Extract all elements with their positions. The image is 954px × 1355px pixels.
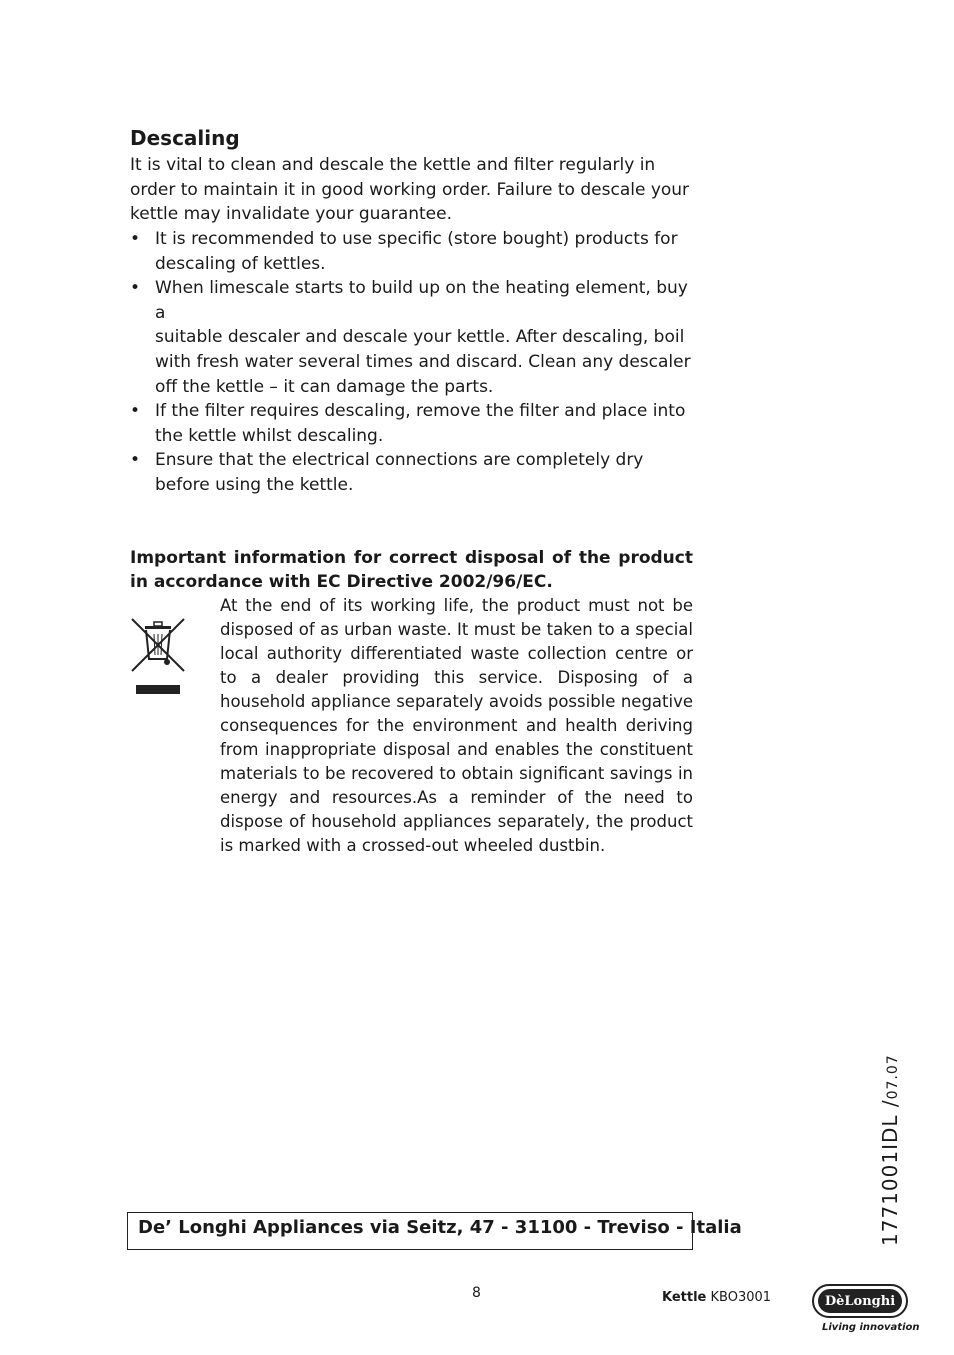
descaling-heading: Descaling <box>130 126 240 150</box>
product-label: Kettle <box>662 1290 707 1305</box>
bullet-item <box>130 399 695 448</box>
disposal-heading <box>130 546 693 594</box>
disposal-heading-line: in accordance with EC Directive 2002/96/EC. <box>130 572 553 592</box>
address-box: De’ Longhi Appliances via Seitz, 47 - 31100 - Treviso - Italia <box>127 1212 693 1250</box>
bullet-line: Ensure that the electrical connections are completely dry <box>155 450 644 471</box>
descaling-intro <box>130 153 695 227</box>
page-number: 8 <box>472 1285 481 1301</box>
bullet-icon: • <box>130 450 141 471</box>
bullet-item <box>130 448 695 497</box>
document-code-date: 07.07 <box>885 1054 901 1100</box>
logo-tagline: Living innovation <box>822 1322 920 1333</box>
document-code-number: 1771001IDL / <box>878 1099 902 1246</box>
disposal-heading-line: Important information for correct disposal of the product <box>130 548 693 568</box>
intro-line: kettle may invalidate your guarantee. <box>130 204 452 225</box>
product-line <box>662 1290 771 1305</box>
intro-line: It is vital to clean and descale the kettle and filter regularly in <box>130 155 656 175</box>
bullet-icon: • <box>130 229 141 249</box>
document-code <box>878 1054 902 1246</box>
bullet-line: When limescale starts to build up on the heating element, buy a <box>155 278 688 323</box>
crossed-out-wheeled-bin-icon <box>128 615 188 699</box>
bullet-line: the kettle whilst descaling. <box>155 425 384 446</box>
descaling-bullet-list <box>130 227 695 498</box>
intro-line: order to maintain it in good working order. Failure to descale your <box>130 179 690 200</box>
delonghi-logo <box>812 1284 908 1318</box>
bullet-line: descaling of kettles. <box>155 253 326 274</box>
bullet-line: suitable descaler and descale your kettle. After descaling, boil <box>155 327 685 348</box>
bullet-line: off the kettle – it can damage the parts. <box>155 376 494 397</box>
bullet-line: It is recommended to use specific (store bought) products for <box>155 229 678 249</box>
logo-text: DèLonghi <box>818 1289 902 1313</box>
bullet-icon: • <box>130 278 141 299</box>
bullet-line: before using the kettle. <box>155 474 354 495</box>
disposal-text: At the end of its working life, the product must not be disposed of as urban waste. It must be taken to a special local authority differentiated waste collection centre or to a dealer providing this service. Disposing of a household appliance separately avoids possible negative consequences for the environment and health deriving from inappropriate disposal and enables the constituent materials to be recovered to obtain significant savings in energy and resources.As a reminder of the need to dispose of household appliances separately, the product is marked with a crossed-out wheeled dustbin. <box>220 596 693 855</box>
bullet-icon: • <box>130 401 141 422</box>
bullet-line: with fresh water several times and discard. Clean any descaler <box>155 351 691 372</box>
bullet-item <box>130 276 695 399</box>
product-model: KBO3001 <box>710 1290 772 1305</box>
bullet-item <box>130 227 695 276</box>
bullet-line: If the filter requires descaling, remove the filter and place into <box>155 401 686 422</box>
